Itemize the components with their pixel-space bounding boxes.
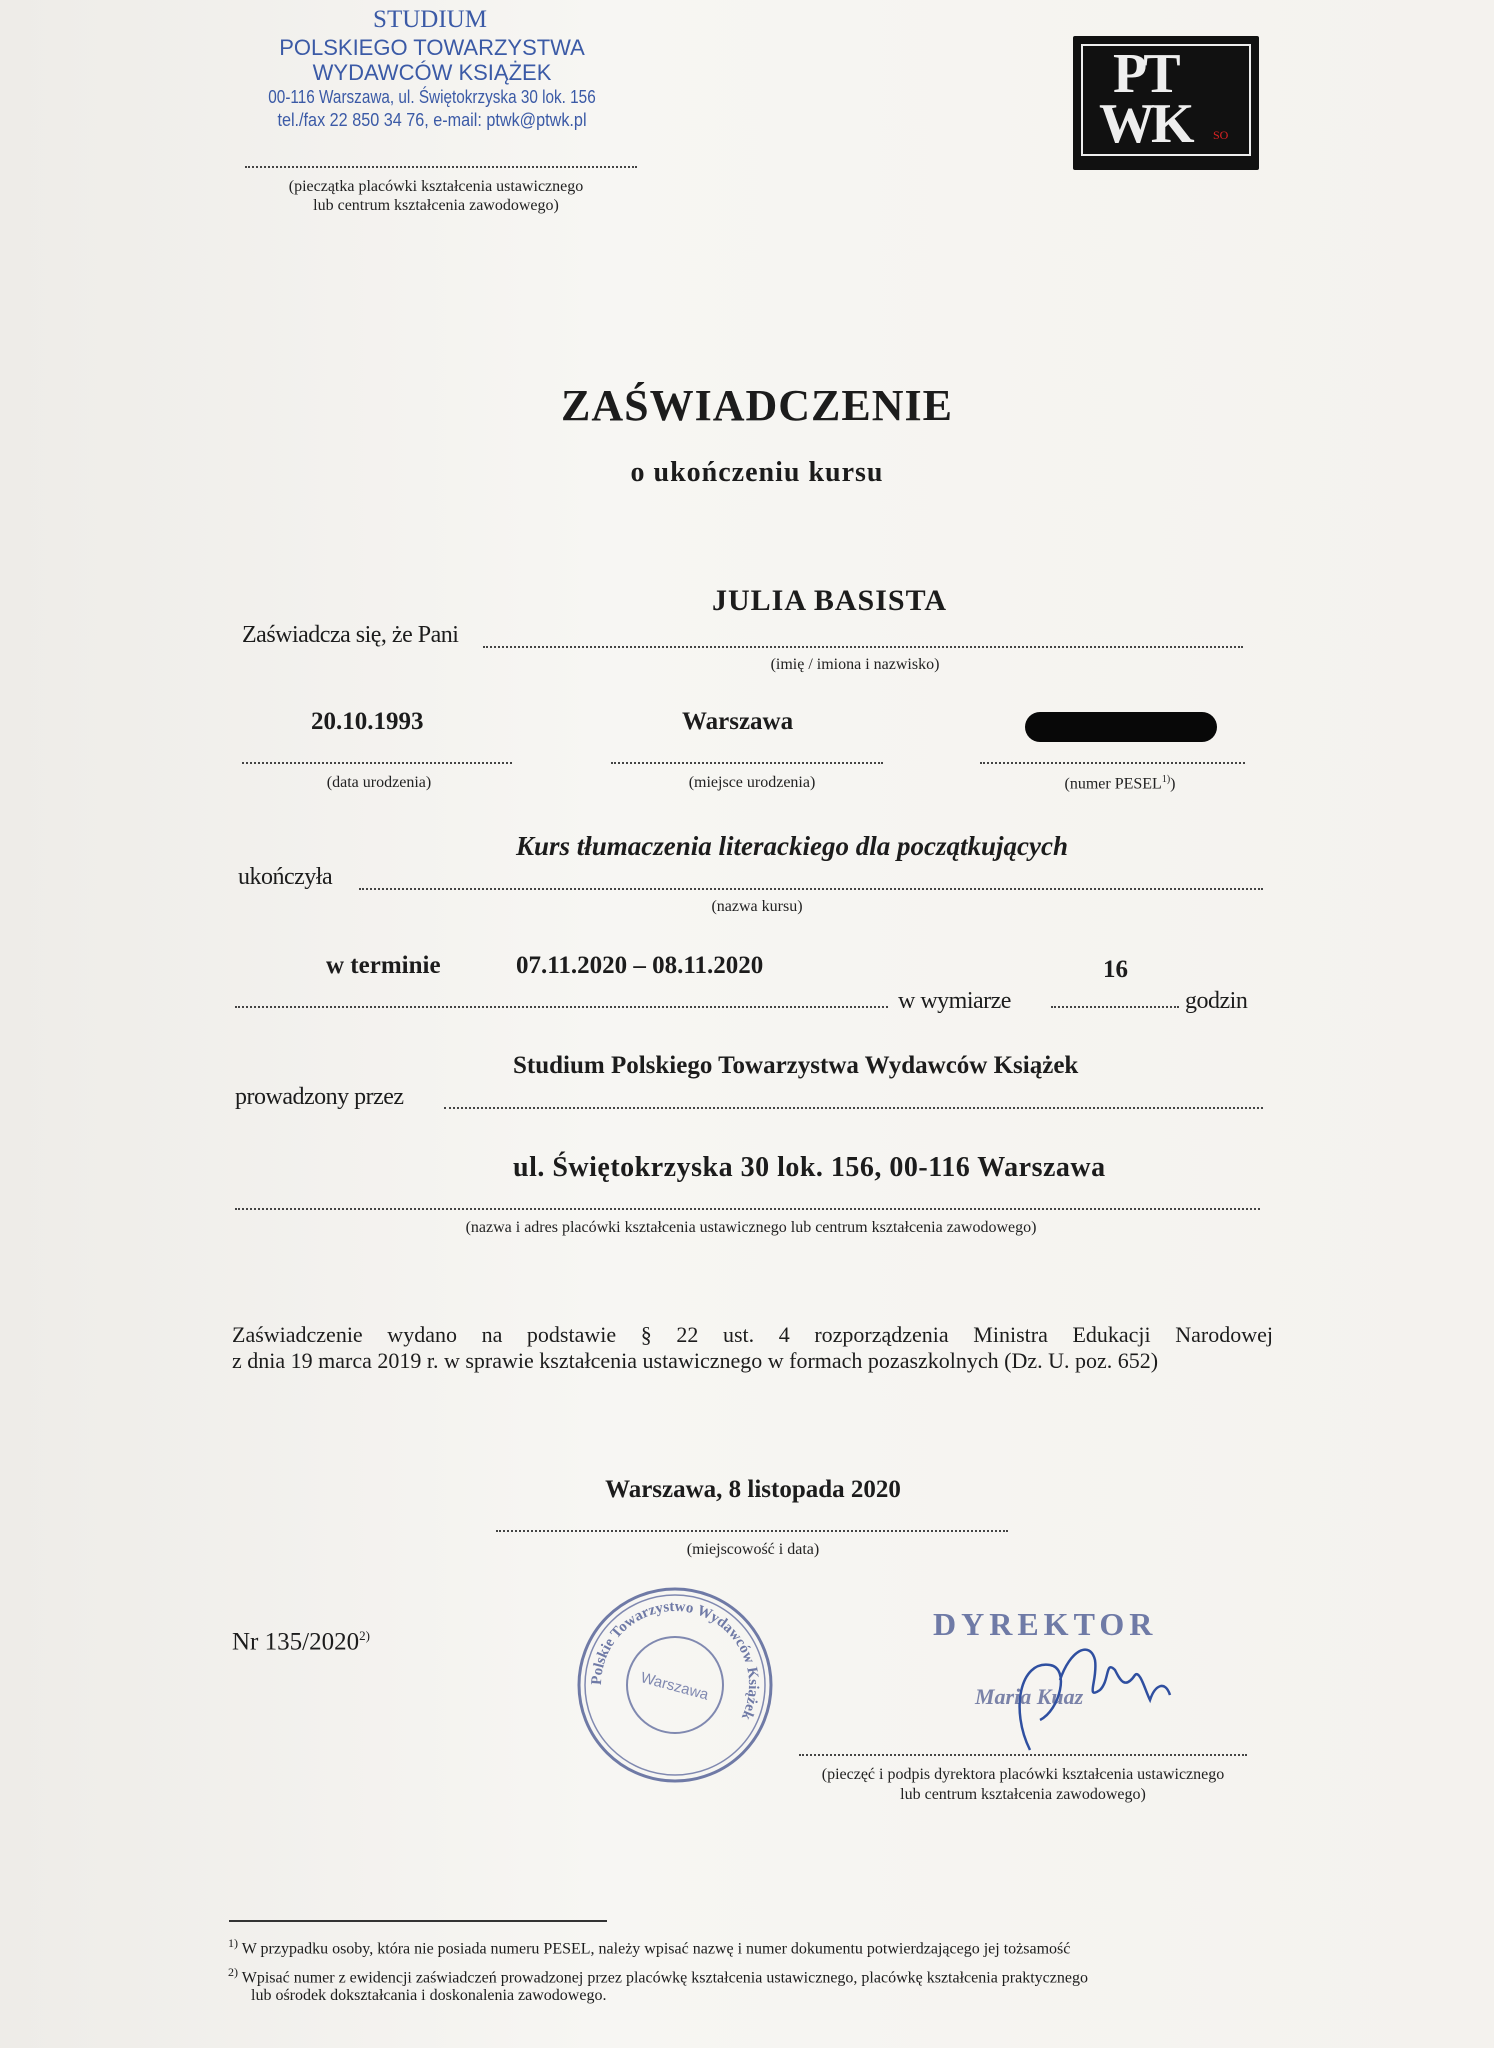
document-subtitle: o ukończeniu kursu [630,457,884,488]
redacted-pesel [1025,712,1217,742]
director-title: DYREKTOR [933,1606,1158,1642]
dotted-line [496,1530,1008,1532]
dotted-line [1051,1006,1179,1008]
stamp-line: 00-116 Warszawa, ul. Świętokrzyska 30 lok. 156 [268,87,596,107]
dotted-line [611,762,883,764]
field-caption: (nazwa i adres placówki kształcenia ustawicznego lub centrum kształcenia zawodowego) [465,1219,1037,1236]
stamp-line: WYDAWCÓW KSIĄŻEK [312,60,552,85]
stamp-caption: lub centrum kształcenia zawodowego) [313,197,559,214]
stamp-line: STUDIUM [373,6,487,33]
dotted-line [359,888,1263,890]
stamp-caption: (pieczątka placówki kształcenia ustawicznego [288,178,584,195]
provider-label: prowadzony przez [235,1084,404,1110]
footnote-separator [229,1920,607,1922]
birth-place: Warszawa [682,708,794,735]
stamp-line: tel./fax 22 850 34 76, e-mail: ptwk@ptwk.pl [277,110,587,130]
scope-label: w wymiarze [898,988,1011,1014]
field-caption: (pieczęć i podpis dyrektora placówki kształcenia ustawicznego [821,1766,1225,1783]
dotted-line [483,646,1243,648]
dotted-line [444,1107,1263,1109]
term-label: w terminie [326,952,441,979]
person-label: Zaświadcza się, że Pani [242,622,459,648]
provider-address: ul. Świętokrzyska 30 lok. 156, 00-116 Warszawa [513,1152,1106,1183]
certificate-number: Nr 135/2020$^{2)}$ [232,1628,370,1656]
course-name: Kurs tłumaczenia literackiego dla początkujących [516,831,1068,861]
field-caption: lub centrum kształcenia zawodowego) [900,1786,1146,1803]
document-title: ZAŚWIADCZENIE [561,381,953,430]
legal-basis-line: z dnia 19 marca 2019 r. w sprawie kształcenia ustawicznego w formach pozaszkolnych (Dz. U. poz. 652) [232,1348,1159,1373]
svg-text:Warszawa: Warszawa [638,1669,711,1704]
term-dates: 07.11.2020 – 08.11.2020 [516,952,764,979]
course-label: ukończyła [238,864,333,890]
logo-text: SO [1213,128,1229,142]
hours-label: godzin [1185,988,1248,1014]
dotted-line [799,1754,1247,1756]
field-caption: (miejsce urodzenia) [688,774,816,791]
dotted-line [235,1208,1260,1210]
dotted-line [980,762,1245,764]
logo-text: WK [1099,93,1191,155]
field-caption: (imię / imiona i nazwisko) [770,656,940,673]
ptwk-logo [1073,36,1259,170]
hours-value: 16 [1103,956,1128,983]
footnote-1: $^{1)}$ W przypadku osoby, która nie posiada numeru PESEL, należy wpisać nazwę i numer dokumentu potwierdzającego jej tożsamość [228,1936,1071,1958]
svg-text:Polskie Towarzystwo Wydawców K: Polskie Towarzystwo Wydawców Książek [588,1598,762,1723]
stamp-line: POLSKIEGO TOWARZYSTWA [279,35,585,60]
stamp-dotted-line [245,166,637,168]
signature [990,1620,1210,1760]
field-caption: (numer PESEL$^{1)}$) [1064,774,1176,793]
field-caption: (data urodzenia) [326,774,432,791]
logo-text: PT [1113,43,1177,105]
field-caption: (nazwa kursu) [711,898,803,915]
field-caption: (miejscowość i data) [686,1541,820,1558]
provider-name: Studium Polskiego Towarzystwa Wydawców Książek [513,1052,1079,1079]
dotted-line [242,762,512,764]
director-name: Maria Kuaz [975,1684,1084,1709]
place-and-date: Warszawa, 8 listopada 2020 [605,1476,901,1503]
legal-basis-line: Zaświadczenie wydano na podstawie § 22 ust. 4 rozporządzenia Ministra Edukacji Narodowej [232,1322,1273,1347]
person-name: JULIA BASISTA [712,584,948,617]
footnote-2-continued: lub ośrodek dokształcania i doskonalenia zawodowego. [251,1987,607,2004]
birth-date: 20.10.1993 [311,708,424,735]
dotted-line [235,1006,888,1008]
round-seal [575,1585,775,1785]
footnote-2: $^{2)}$ Wpisać numer z ewidencji zaświadczeń prowadzonej przez placówkę kształcenia ustawicznego, placówkę kształcenia praktycznego [228,1965,1088,1987]
